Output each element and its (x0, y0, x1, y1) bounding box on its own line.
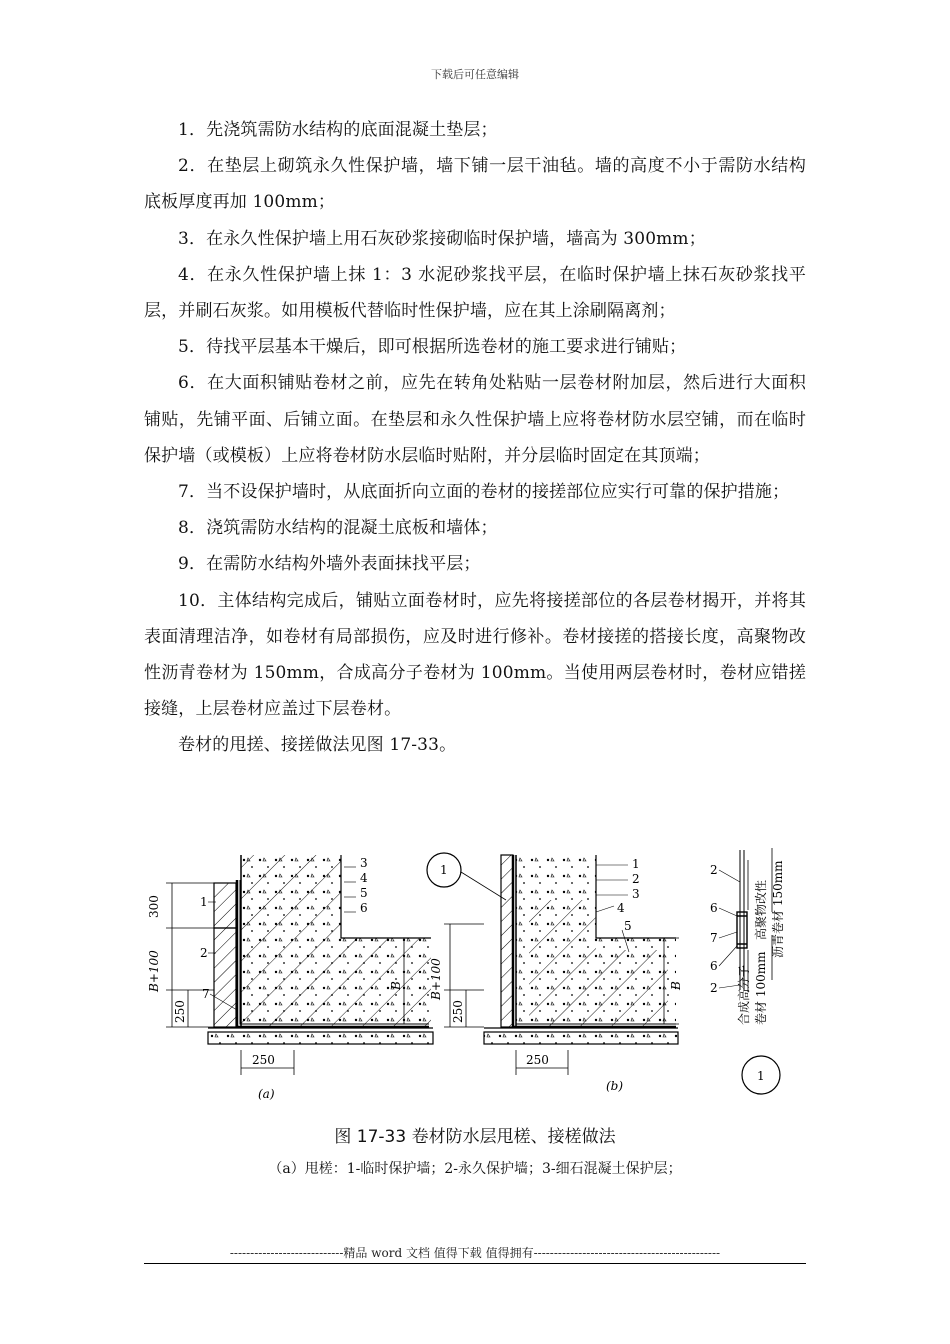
b-caption: (b) (606, 1079, 624, 1093)
a-caption: (a) (258, 1087, 275, 1101)
paragraph-9: 9．在需防水结构外墙外表面抹找平层； (178, 554, 481, 575)
page-footer: ----------------------------精品 word 文档 值得下载 值得拥有---------------------------------------------- (229, 1246, 721, 1260)
b-label-2: 2 (632, 872, 640, 886)
a-label-4: 4 (360, 871, 368, 885)
page-header: 下载后可任意编辑 (431, 68, 519, 81)
body-text (144, 112, 806, 764)
paragraph-7: 7．当不设保护墙时，从底面折向立面的卷材的接搓部位应实行可靠的保护措施； (178, 482, 790, 503)
paragraph-2: 2．在垫层上砌筑永久性保护墙，墙下铺一层干油毡。墙的高度不小于需防水结构底板厚度再加 100mm； (144, 156, 806, 213)
a-dim-b100: B+100 (147, 950, 161, 992)
b-dim-250-vert: 250 (451, 1000, 465, 1023)
figure-detail (710, 848, 785, 1094)
construction-figure (144, 840, 806, 1120)
a-label-1: 1 (200, 895, 208, 909)
b-label-5: 5 (624, 919, 632, 933)
detail-upper-col2: 沥青卷材 150mm (771, 860, 785, 958)
a-dim-300: 300 (147, 895, 161, 918)
b-label-3: 3 (632, 887, 640, 901)
figure-a (147, 855, 433, 1101)
b-dim-b: B (669, 981, 683, 990)
a-label-3: 3 (360, 856, 368, 870)
figure-caption: （a）甩槎：1-临时保护墙；2-永久保护墙；3-细石混凝土保护层； (268, 1161, 682, 1177)
figure-title: 图 17-33 卷材防水层甩槎、接槎做法 (334, 1127, 616, 1147)
figure-b (427, 853, 683, 1093)
a-label-5: 5 (360, 886, 368, 900)
b-label-4: 4 (617, 901, 625, 915)
a-dim-250-vert: 250 (173, 1000, 187, 1023)
paragraph-6: 6．在大面积铺贴卷材之前，应先在转角处粘贴一层卷材附加层，然后进行大面积铺贴，先铺平面、后铺立面。在垫层和永久性保护墙上应将卷材防水层空铺，而在临时保护墙（或模板）上应将卷材防水层临时贴附，并分层临时固定在其顶端； (144, 373, 806, 466)
detail-label-2-top: 2 (710, 863, 718, 877)
paragraph-8: 8．浇筑需防水结构的混凝土底板和墙体； (178, 518, 498, 539)
a-dim-250-horiz: 250 (252, 1053, 275, 1067)
detail-lower-col2: 卷材 100mm (754, 951, 768, 1025)
figure-drawing (144, 840, 806, 1120)
paragraph-3: 3．在永久性保护墙上用石灰砂浆接砌临时保护墙，墙高为 300mm； (178, 228, 706, 249)
footer-rule (144, 1263, 806, 1264)
paragraph-figure-ref: 卷材的甩搓、接搓做法见图 17-33。 (178, 735, 457, 756)
detail-label-6-top: 6 (710, 901, 718, 915)
paragraph-1: 1．先浇筑需防水结构的底面混凝土垫层； (178, 120, 498, 140)
detail-lower-col1: 合成高分子 (737, 964, 751, 1025)
detail-label-2-bottom: 2 (710, 981, 718, 995)
b-dim-b100: B+100 (429, 958, 443, 1000)
paragraph-4: 4．在永久性保护墙上抹 1：3 水泥砂浆找平层，在临时保护墙上抹石灰砂浆找平层，并刷石灰浆。如用模板代替临时性保护墙，应在其上涂刷隔离剂； (144, 264, 806, 322)
detail-upper-col1: 高聚物改性 (754, 879, 768, 940)
paragraph-10: 10．主体结构完成后，铺贴立面卷材时，应先将接搓部位的各层卷材揭开，并将其表面清理洁净，如卷材有局部损伤，应及时进行修补。卷材接搓的搭接长度，高聚物改性沥青卷材为 150mm，合成高分子卷材为 100mm。当使用两层卷材时，卷材应错搓接缝，上层卷材应盖过下层卷材。 (144, 590, 806, 720)
a-label-7: 7 (202, 987, 210, 1001)
b-circle-ref: 1 (440, 863, 448, 877)
a-label-6: 6 (360, 901, 368, 915)
b-label-1: 1 (632, 857, 640, 871)
b-dim-250-horiz: 250 (526, 1053, 549, 1067)
detail-label-6-bottom: 6 (710, 959, 718, 973)
detail-label-7: 7 (710, 931, 718, 945)
a-dim-b: B (389, 981, 403, 990)
detail-circle-ref: 1 (757, 1069, 765, 1083)
paragraph-5: 5．待找平层基本干燥后，即可根据所选卷材的施工要求进行铺贴； (178, 337, 687, 358)
a-label-2: 2 (200, 946, 208, 960)
